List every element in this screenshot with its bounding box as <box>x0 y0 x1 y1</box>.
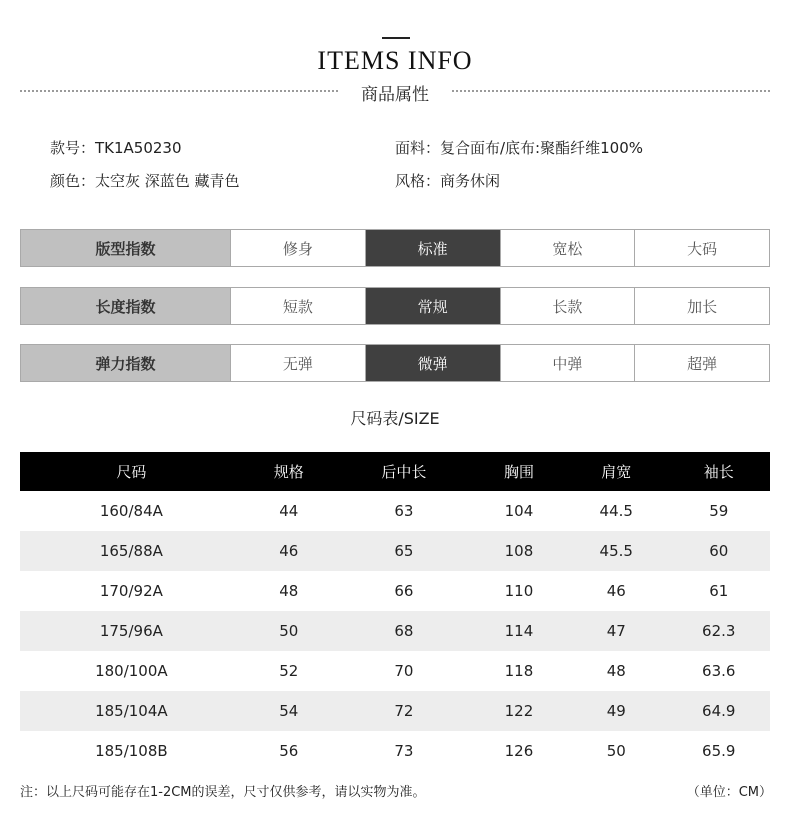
fit-option-plus: 大码 <box>634 230 769 266</box>
info-style: 风格：商务休闲 <box>395 172 501 190</box>
table-row <box>20 731 770 771</box>
cell-chest: 126 <box>504 742 534 760</box>
table-row <box>20 491 770 531</box>
info-fabric: 面料：复合面布/底布:聚酯纤维100% <box>395 139 643 157</box>
cell-sleeve: 64.9 <box>667 691 770 731</box>
table-row <box>20 651 770 691</box>
cell-size: 165/88A <box>20 531 243 571</box>
cell-chest: 122 <box>473 691 565 731</box>
cell-sleeve: 61 <box>709 582 729 600</box>
cell-back-length: 68 <box>335 611 473 651</box>
page-title: ITEMS INFO <box>317 46 473 75</box>
cell-shoulder: 48 <box>606 662 626 680</box>
cell-chest: 110 <box>504 582 534 600</box>
stretch-option-slight: 微弹 <box>365 345 500 381</box>
cell-shoulder: 46 <box>606 582 626 600</box>
header-shoulder: 肩宽 <box>565 452 667 491</box>
cell-chest: 118 <box>504 662 534 680</box>
cell-shoulder: 49 <box>565 691 667 731</box>
cell-back-length: 63 <box>394 502 414 520</box>
divider-right <box>452 90 770 92</box>
table-row <box>20 691 770 731</box>
length-option-regular: 常规 <box>365 288 500 324</box>
cell-chest: 114 <box>473 611 565 651</box>
info-color: 颜色：太空灰 深蓝色 藏青色 <box>50 172 240 190</box>
cell-shoulder: 45.5 <box>565 531 667 571</box>
cell-sleeve: 63.6 <box>702 662 736 680</box>
header-chest: 胸围 <box>473 452 565 491</box>
cell-back-length: 65 <box>335 531 473 571</box>
table-row <box>20 531 770 571</box>
table-row <box>20 571 770 611</box>
cell-size: 185/104A <box>20 691 243 731</box>
table-row <box>20 611 770 651</box>
stretch-option-super: 超弹 <box>634 345 769 381</box>
size-disclaimer-note: 注：以上尺码可能存在1-2CM的误差，尺寸仅供参考，请以实物为准。 <box>20 785 426 800</box>
size-table <box>20 452 770 771</box>
cell-spec: 52 <box>279 662 299 680</box>
cell-back-length: 70 <box>394 662 414 680</box>
header-back-length: 后中长 <box>335 452 473 491</box>
unit-label: （单位：CM） <box>686 785 772 800</box>
cell-spec: 54 <box>243 691 335 731</box>
stretch-index-row <box>20 344 770 382</box>
cell-sleeve: 65.9 <box>702 742 736 760</box>
cell-spec: 56 <box>279 742 299 760</box>
cell-shoulder: 47 <box>565 611 667 651</box>
cell-sleeve: 60 <box>667 531 770 571</box>
length-index-label: 长度指数 <box>21 288 230 324</box>
cell-back-length: 66 <box>394 582 414 600</box>
length-index-row <box>20 287 770 325</box>
fit-option-slim: 修身 <box>230 230 365 266</box>
stretch-index-label: 弹力指数 <box>21 345 230 381</box>
size-table-header <box>20 452 770 491</box>
header-size: 尺码 <box>20 452 243 491</box>
header-spec: 规格 <box>243 452 335 491</box>
cell-size: 185/108B <box>95 742 168 760</box>
cell-spec: 48 <box>279 582 299 600</box>
cell-chest: 104 <box>504 502 534 520</box>
stretch-option-medium: 中弹 <box>500 345 635 381</box>
cell-chest: 108 <box>473 531 565 571</box>
cell-shoulder: 44.5 <box>599 502 633 520</box>
size-table-title: 尺码表/SIZE <box>350 409 440 428</box>
header-sleeve: 袖长 <box>667 452 770 491</box>
cell-spec: 44 <box>279 502 299 520</box>
info-style-no: 款号：TK1A50230 <box>50 139 182 157</box>
cell-spec: 50 <box>243 611 335 651</box>
fit-option-standard: 标准 <box>365 230 500 266</box>
cell-spec: 46 <box>243 531 335 571</box>
cell-sleeve: 62.3 <box>667 611 770 651</box>
fit-index-label: 版型指数 <box>21 230 230 266</box>
cell-size: 175/96A <box>20 611 243 651</box>
title-decor-line <box>382 37 410 39</box>
cell-sleeve: 59 <box>709 502 729 520</box>
fit-option-loose: 宽松 <box>500 230 635 266</box>
stretch-option-none: 无弹 <box>230 345 365 381</box>
cell-back-length: 72 <box>335 691 473 731</box>
length-option-long: 长款 <box>500 288 635 324</box>
length-option-extra-long: 加长 <box>634 288 769 324</box>
fit-index-row <box>20 229 770 267</box>
cell-back-length: 73 <box>394 742 414 760</box>
cell-size: 170/92A <box>99 582 163 600</box>
length-option-short: 短款 <box>230 288 365 324</box>
page-subtitle: 商品属性 <box>361 85 429 105</box>
cell-shoulder: 50 <box>606 742 626 760</box>
cell-size: 160/84A <box>99 502 163 520</box>
cell-size: 180/100A <box>95 662 168 680</box>
